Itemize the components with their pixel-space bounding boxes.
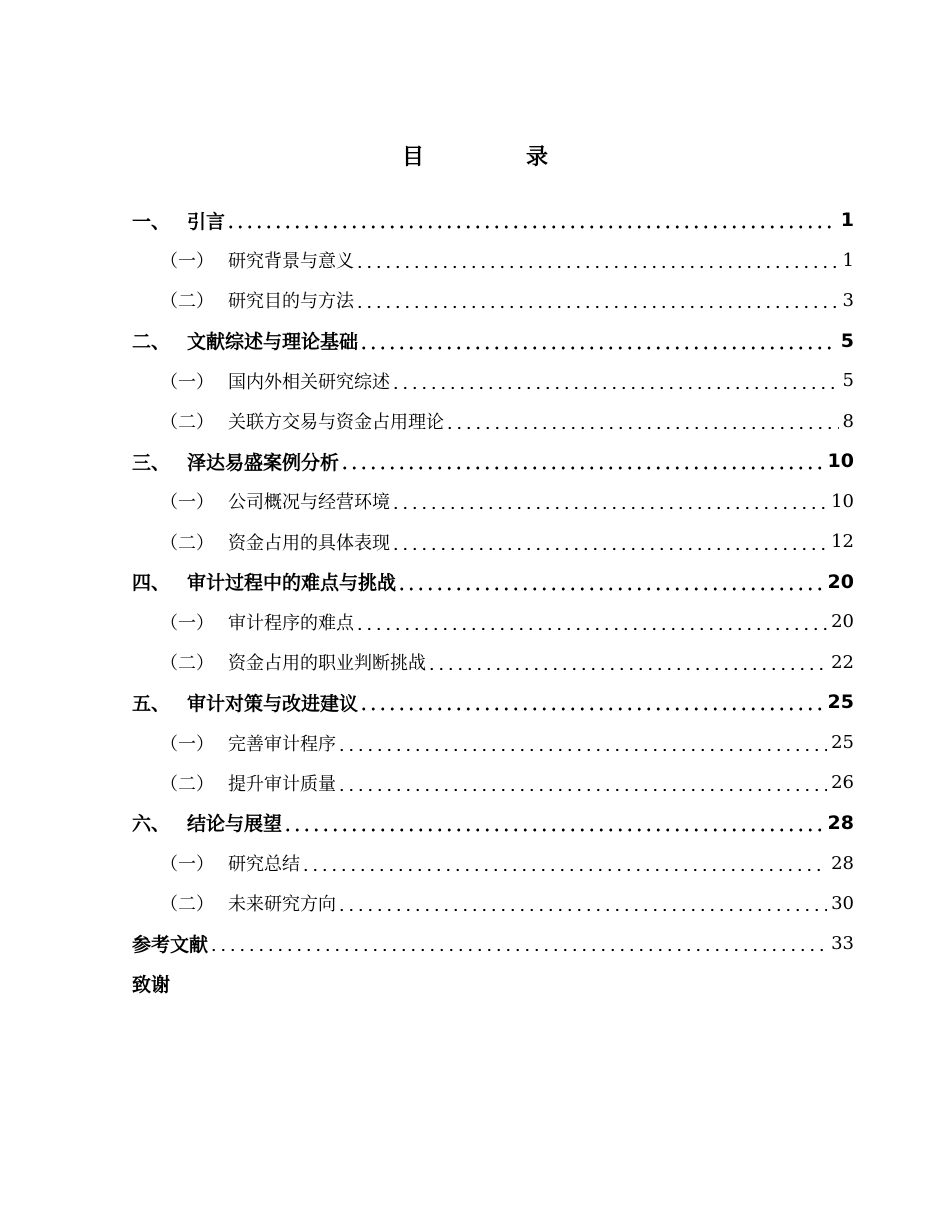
toc-page-number: 10	[831, 490, 854, 512]
toc-page-number: 5	[840, 329, 854, 352]
toc-chapter-entry[interactable]	[132, 923, 854, 963]
toc-page-number: 33	[831, 932, 854, 954]
toc-section-entry[interactable]	[132, 602, 854, 642]
toc-section-entry[interactable]	[132, 481, 854, 521]
toc-dot-leader	[391, 386, 839, 390]
toc-dot-leader	[209, 948, 827, 952]
toc-entry-number: （二）	[160, 532, 214, 554]
toc-entry-label: 关联方交易与资金占用理论	[228, 412, 444, 434]
toc-entry-number: 四、	[132, 572, 171, 595]
toc-page-number: 25	[831, 732, 854, 754]
toc-chapter-entry[interactable]	[132, 803, 854, 843]
toc-entry-label: 泽达易盛案例分析	[187, 451, 340, 474]
toc-page-number: 20	[827, 570, 854, 593]
toc-page-number: 25	[827, 691, 854, 714]
toc-entry-number: 二、	[132, 331, 171, 354]
toc-entry-number: （二）	[160, 291, 214, 313]
toc-dot-leader	[427, 667, 827, 671]
toc-dot-leader	[359, 346, 837, 350]
toc-entry-label: 研究总结	[228, 854, 300, 876]
toc-entry-label: 文献综述与理论基础	[187, 331, 359, 354]
toc-entry-label: 未来研究方向	[228, 894, 336, 916]
toc-entry-number: （二）	[160, 412, 214, 434]
toc-dot-leader	[283, 828, 824, 832]
toc-page-number: 22	[831, 651, 854, 673]
toc-entry-number: （一）	[160, 371, 214, 393]
toc-dot-leader	[355, 627, 827, 631]
toc-entry-number: （一）	[160, 251, 214, 273]
toc-page-number: 1	[842, 249, 854, 271]
toc-chapter-entry[interactable]	[132, 441, 854, 481]
toc-entry-label: 引言	[187, 210, 226, 233]
toc-page-number: 28	[831, 852, 854, 874]
toc-entry-label: 提升审计质量	[228, 773, 336, 795]
toc-dot-leader	[337, 788, 827, 792]
toc-entry-number: （一）	[160, 733, 214, 755]
toc-entry-label: 审计对策与改进建议	[187, 692, 359, 715]
toc-entry-label: 致谢	[132, 974, 171, 997]
toc-entry-label: 参考文献	[132, 933, 209, 956]
toc-chapter-entry[interactable]	[132, 682, 854, 722]
toc-section-entry[interactable]	[132, 722, 854, 762]
toc-entry-number: （一）	[160, 854, 214, 876]
toc-entry-number: （二）	[160, 773, 214, 795]
toc-dot-leader	[391, 506, 827, 510]
toc-chapter-entry[interactable]	[132, 562, 854, 602]
toc-title: 目 录	[401, 145, 588, 170]
toc-page-number: 8	[842, 410, 854, 432]
toc-entry-number: （一）	[160, 492, 214, 514]
toc-entry-number: 六、	[132, 813, 171, 836]
toc-entry-label: 审计程序的难点	[228, 612, 354, 634]
toc-section-entry[interactable]	[132, 401, 854, 441]
toc-page-number: 10	[827, 450, 854, 473]
toc-entry-number: 三、	[132, 451, 171, 474]
toc-entry-number: （二）	[160, 894, 214, 916]
toc-dot-leader	[445, 426, 839, 430]
toc-chapter-entry[interactable]	[132, 200, 854, 240]
toc-page-number: 28	[827, 811, 854, 834]
toc-section-entry[interactable]	[132, 642, 854, 682]
toc-section-entry[interactable]	[132, 522, 854, 562]
toc-page-number: 1	[840, 209, 854, 232]
toc-dot-leader	[397, 587, 824, 591]
toc-page-number: 30	[831, 892, 854, 914]
toc-dot-leader	[355, 305, 839, 309]
toc-entry-label: 公司概况与经营环境	[228, 492, 390, 514]
toc-entry-label: 完善审计程序	[228, 733, 336, 755]
toc-dot-leader	[337, 748, 827, 752]
toc-section-entry[interactable]	[132, 361, 854, 401]
toc-section-entry[interactable]	[132, 280, 854, 320]
toc-page-number: 12	[831, 531, 854, 553]
toc-dot-leader	[355, 265, 839, 269]
toc-entry-number: （一）	[160, 612, 214, 634]
toc-entry-label: 国内外相关研究综述	[228, 371, 390, 393]
toc-dot-leader	[359, 707, 824, 711]
toc-section-entry[interactable]	[132, 240, 854, 280]
toc-entry-label: 研究目的与方法	[228, 291, 354, 313]
toc-chapter-entry[interactable]	[132, 964, 854, 1004]
toc-page-number: 3	[842, 289, 854, 311]
toc-entry-label: 审计过程中的难点与挑战	[187, 572, 397, 595]
toc-page-number: 26	[831, 772, 854, 794]
toc-dot-leader	[226, 225, 837, 229]
toc-entry-label: 研究背景与意义	[228, 251, 354, 273]
toc-section-entry[interactable]	[132, 883, 854, 923]
toc-page-number: 20	[831, 611, 854, 633]
toc-entry-number: 一、	[132, 210, 171, 233]
table-of-contents	[132, 200, 854, 1004]
toc-page-number: 5	[842, 370, 854, 392]
toc-section-entry[interactable]	[132, 843, 854, 883]
toc-dot-leader	[337, 908, 827, 912]
toc-entry-label: 资金占用的职业判断挑战	[228, 653, 426, 675]
toc-dot-leader	[391, 547, 827, 551]
toc-entry-number: 五、	[132, 692, 171, 715]
toc-entry-number: （二）	[160, 653, 214, 675]
toc-entry-label: 资金占用的具体表现	[228, 532, 390, 554]
toc-dot-leader	[301, 868, 827, 872]
toc-dot-leader	[340, 466, 824, 470]
toc-section-entry[interactable]	[132, 763, 854, 803]
toc-chapter-entry[interactable]	[132, 321, 854, 361]
toc-entry-label: 结论与展望	[187, 813, 283, 836]
